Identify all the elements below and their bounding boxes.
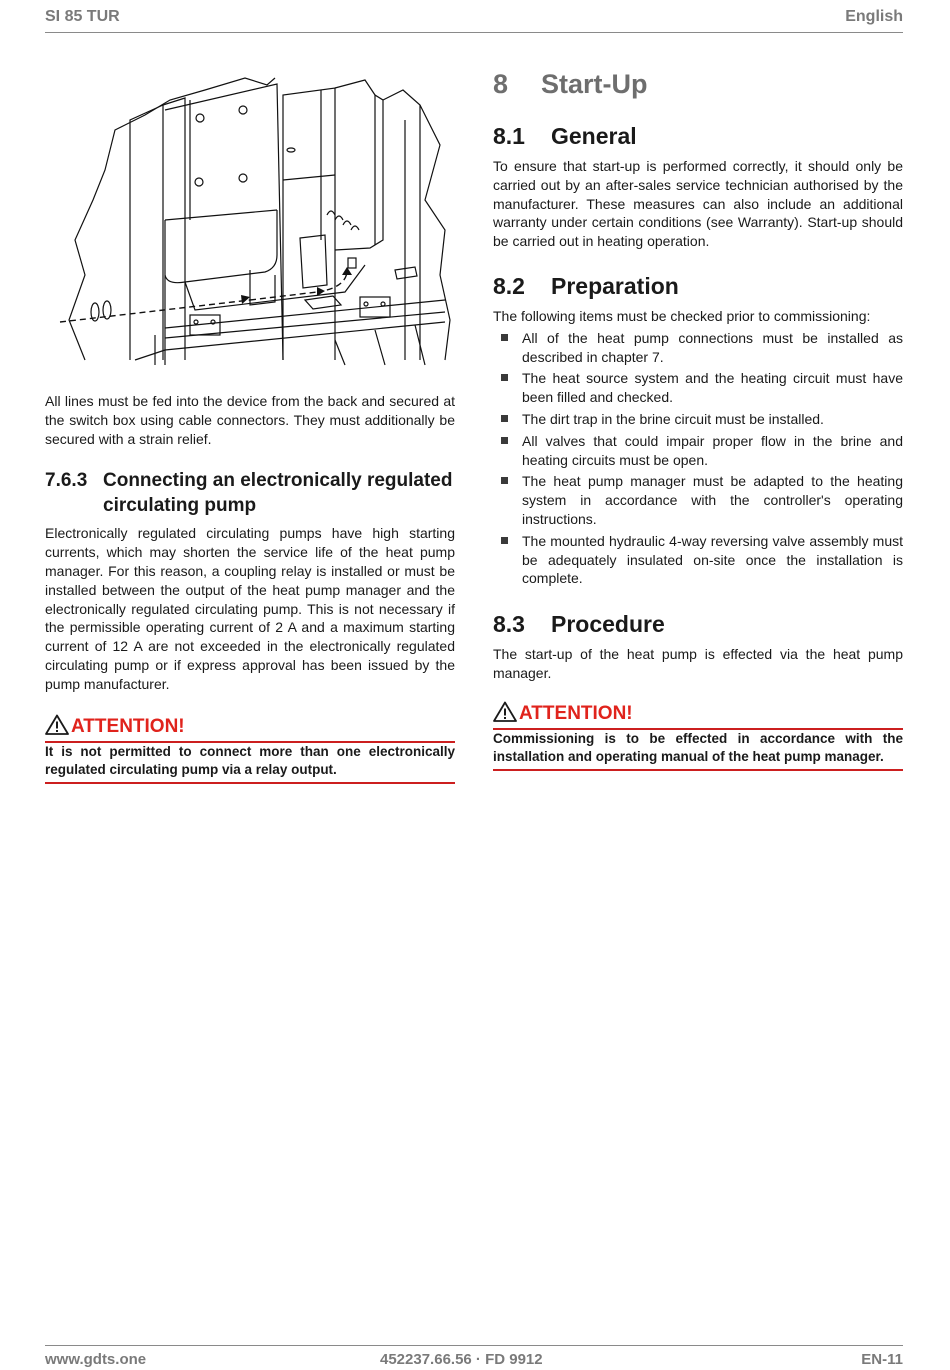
attention-box-right [493, 701, 903, 771]
warning-triangle-icon [493, 701, 517, 728]
chapter-title: Start-Up [541, 69, 648, 99]
document-language: English [845, 8, 903, 25]
section-heading-7-6-3 [45, 468, 455, 518]
procedure-text: The start-up of the heat pump is effected via the heat pump manager. [493, 646, 903, 681]
list-item: All of the heat pump connections must be installed as described in chapter 7. [493, 329, 903, 367]
list-item: The dirt trap in the brine circuit must be installed. [493, 410, 903, 429]
attention-box-left [45, 714, 455, 784]
list-item: The heat pump manager must be adapted to the heating system in accordance with the controller's operating instructions. [493, 472, 903, 528]
attention-title [493, 701, 903, 730]
preparation-intro: The following items must be checked prior to commissioning: [493, 307, 871, 324]
attention-title [45, 714, 455, 743]
right-column [493, 64, 903, 771]
device-illustration [45, 60, 455, 370]
bullet-square-icon [501, 477, 508, 484]
section-title: Procedure [551, 611, 665, 638]
footer-page-number: EN-11 [861, 1351, 903, 1368]
chapter-number: 8 [493, 69, 509, 99]
cable-routing-text: All lines must be fed into the device from the back and secured at the switch box using cable connectors. They must additionally be secured with a strain relief. [45, 393, 455, 447]
section-number: 8.2 [493, 272, 525, 299]
section-number: 8.1 [493, 123, 525, 149]
section-title: Preparation [551, 272, 679, 299]
bullet-square-icon [501, 415, 508, 422]
attention-message: It is not permitted to connect more than one electronically regulated circulating pump via a relay output. [45, 743, 455, 778]
pump-section-text: Electronically regulated circulating pumps have high starting currents, which may shorten the service life of the heat pump manager. For this reason, a coupling relay is installed or must be installed between the output of the heat pump manager and the electronically regulated circulating pump. This is not necessary if the permissible operating current of 2 A and a maximum starting current of 12 A are not exceeded in the electronically regulated circulating pump or if express approval has been issued by the pump manufacturer. [45, 525, 455, 692]
list-item: The mounted hydraulic 4-way reversing valve assembly must be adequately insulated on-site once the installation is complete. [493, 532, 903, 588]
section-title: General [551, 123, 637, 149]
attention-message: Commissioning is to be effected in accordance with the installation and operating manual of the heat pump manager. [493, 730, 903, 765]
chapter-heading [493, 64, 903, 104]
section-heading-8-1 [493, 121, 903, 151]
section-title: Connecting an electronically regulated circulating pump [103, 470, 453, 517]
page-footer [45, 1345, 903, 1370]
attention-label: ATTENTION! [519, 703, 633, 725]
footer-document-number: 452237.66.56 · FD 9912 [380, 1351, 543, 1368]
section-number: 8.3 [493, 611, 525, 638]
section-heading-8-3 [493, 609, 903, 639]
bullet-square-icon [501, 537, 508, 544]
list-item: The heat source system and the heating circuit must have been filled and checked. [493, 369, 903, 407]
attention-label: ATTENTION! [71, 716, 185, 738]
bullet-square-icon [501, 437, 508, 444]
section-number: 7.6.3 [45, 470, 88, 492]
page-header [45, 6, 903, 33]
general-text: To ensure that start-up is performed correctly, it should only be carried out by an after-sales service technician authorised by the manufacturer. These measures can also include an additional warranty under certain conditions (see Warranty). Start-up should be carried out in heating operation. [493, 158, 903, 250]
preparation-checklist [493, 329, 903, 588]
bullet-square-icon [501, 374, 508, 381]
section-heading-8-2 [493, 271, 903, 301]
footer-website: www.gdts.one [45, 1351, 147, 1368]
warning-triangle-icon [45, 714, 69, 741]
document-model: SI 85 TUR [45, 8, 120, 25]
list-item: All valves that could impair proper flow in the brine and heating circuits must be open. [493, 432, 903, 470]
bullet-square-icon [501, 334, 508, 341]
left-column [45, 60, 455, 784]
